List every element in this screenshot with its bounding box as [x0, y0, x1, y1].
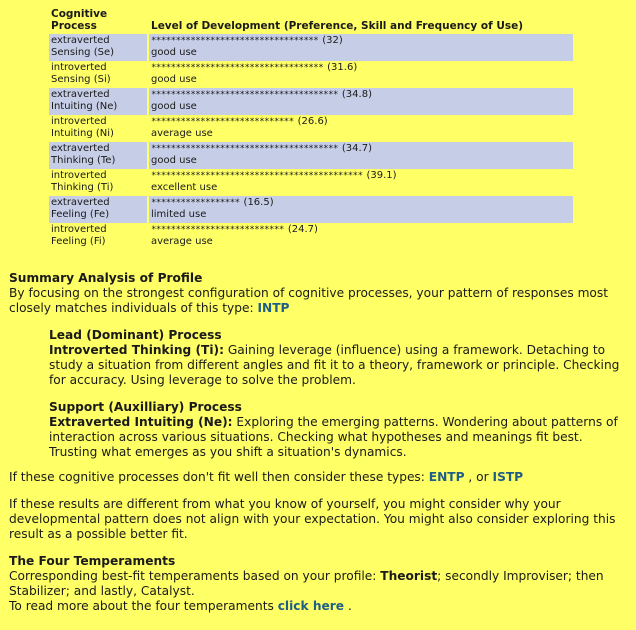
- summary-paragraph: [9, 286, 629, 316]
- process-name: extraverted Intuiting (Ne): [49, 88, 149, 115]
- temperaments-paragraph: [9, 569, 629, 599]
- level-cell: [149, 34, 573, 61]
- header-level: Level of Development (Preference, Skill and Frequency of Use): [151, 20, 524, 32]
- alternatives-paragraph: [9, 470, 629, 485]
- process-name: extraverted Feeling (Fe): [49, 196, 149, 223]
- alternatives-text: If these cognitive processes don't fit well then consider these types:: [9, 470, 429, 484]
- usage-label: good use: [151, 74, 197, 85]
- process-name: introverted Intuiting (Ni): [49, 115, 149, 142]
- star-bar: ***************************: [151, 225, 284, 235]
- lead-heading: Lead (Dominant) Process: [49, 328, 222, 342]
- summary-text: By focusing on the strongest configuration of cognitive processes, your pattern of responses most closely matches individuals of this type:: [9, 286, 609, 315]
- table-row: [49, 61, 573, 88]
- different-results-paragraph: If these results are different from what you know of yourself, you might consider why your developmental pattern does not align with your expectation. You might also consider exploring this result as a possible better fit.: [9, 497, 616, 541]
- lead-description: Gaining leverage (influence) using a framework. Detaching to study a situation from different angles and fit it to a theory, framework or principle. Checking for accuracy. Using leverage to solve the problem.: [49, 343, 620, 387]
- level-cell: [149, 196, 573, 223]
- score: (16.5): [243, 197, 274, 208]
- temperaments-text: Corresponding best-fit temperaments based on your profile:: [9, 569, 381, 583]
- level-cell: [149, 142, 573, 169]
- usage-label: average use: [151, 128, 213, 139]
- level-cell: [149, 169, 573, 196]
- table-row: [49, 88, 573, 115]
- level-cell: [149, 223, 573, 250]
- support-paragraph: [49, 415, 629, 460]
- usage-label: excellent use: [151, 182, 218, 193]
- type-link-entp[interactable]: ENTP: [428, 470, 465, 484]
- more-end: .: [344, 599, 352, 613]
- click-here-link[interactable]: click here: [277, 599, 345, 613]
- alternatives-separator: , or: [464, 470, 493, 484]
- star-bar: **************************************: [151, 144, 338, 154]
- usage-label: good use: [151, 47, 197, 58]
- more-text: To read more about the four temperaments: [9, 599, 278, 613]
- level-cell: [149, 61, 573, 88]
- lead-process-name: Introverted Thinking (Ti):: [49, 343, 224, 357]
- score: (34.7): [341, 143, 372, 154]
- temperaments-more-paragraph: [9, 599, 629, 614]
- process-name: introverted Feeling (Fi): [49, 223, 149, 250]
- table-row: [49, 115, 573, 142]
- usage-label: average use: [151, 236, 213, 247]
- process-name: extraverted Sensing (Se): [49, 34, 149, 61]
- star-bar: *******************************************: [151, 171, 363, 181]
- usage-label: good use: [151, 155, 197, 166]
- score: (24.7): [287, 224, 318, 235]
- support-description: Exploring the emerging patterns. Wondering about patterns of interaction across various situations. Checking what hypotheses and meanings fit best. Trusting what emerges as you shift a situation's dynamics.: [49, 415, 618, 459]
- support-process-section: [49, 400, 629, 460]
- primary-temperament: Theorist: [380, 569, 438, 583]
- table-row: [49, 196, 573, 223]
- level-cell: [149, 88, 573, 115]
- table-row: [49, 223, 573, 250]
- table-header-row: [49, 8, 573, 34]
- lead-process-section: [49, 328, 629, 388]
- score: (26.6): [297, 116, 328, 127]
- usage-label: limited use: [151, 209, 207, 220]
- star-bar: ***********************************: [151, 63, 324, 73]
- header-process: Cognitive Process: [51, 8, 108, 32]
- level-cell: [149, 115, 573, 142]
- star-bar: **********************************: [151, 36, 319, 46]
- analysis-content: [9, 271, 629, 614]
- usage-label: good use: [151, 101, 197, 112]
- process-name: extraverted Thinking (Te): [49, 142, 149, 169]
- star-bar: *****************************: [151, 117, 294, 127]
- support-heading: Support (Auxilliary) Process: [49, 400, 242, 414]
- table-row: [49, 142, 573, 169]
- score: (34.8): [341, 89, 372, 100]
- support-process-name: Extraverted Intuiting (Ne):: [49, 415, 233, 429]
- cognitive-process-table: [49, 8, 573, 250]
- temperaments-heading: The Four Temperaments: [9, 554, 176, 568]
- summary-heading: Summary Analysis of Profile: [9, 271, 203, 285]
- table-row: [49, 169, 573, 196]
- process-name: introverted Thinking (Ti): [49, 169, 149, 196]
- type-link-istp[interactable]: ISTP: [492, 470, 524, 484]
- process-name: introverted Sensing (Si): [49, 61, 149, 88]
- lead-paragraph: [49, 343, 629, 388]
- score: (31.6): [327, 62, 358, 73]
- type-link-intp[interactable]: INTP: [257, 301, 290, 315]
- star-bar: ******************: [151, 198, 240, 208]
- score: (39.1): [366, 170, 397, 181]
- score: (32): [322, 35, 343, 46]
- temperaments-rest: ; secondly Improviser; then Stabilizer; and lastly, Catalyst.: [9, 569, 604, 598]
- table-row: [49, 34, 573, 61]
- star-bar: **************************************: [151, 90, 338, 100]
